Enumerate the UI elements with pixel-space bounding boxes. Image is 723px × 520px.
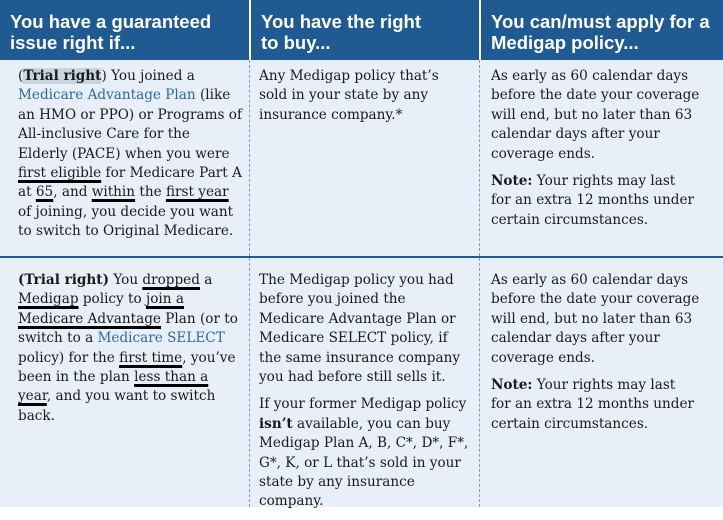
header-col-apply: You can/must apply for a Medigap policy...: [491, 11, 710, 53]
header-col-guaranteed-issue: You have a guaranteed issue right if...: [10, 11, 212, 53]
row2-condition-cell: (Trial right) You dropped a Medigap policy to join a Medicare Advantage Plan (or to switch to a Medicare SELECT policy) for the first time, you’ve been in the plan less than a year, and you want to switch back.: [18, 272, 238, 424]
row1-right-to-buy-cell: Any Medigap policy that’s sold in your state by any insurance company.*: [259, 68, 439, 123]
header-col-right-to-buy: You have the right to buy...: [261, 11, 422, 53]
medicare-advantage-link[interactable]: Medicare Advantage Plan: [18, 87, 196, 104]
row1-apply-cell: As early as 60 calendar days before the date your coverage will end, but no later than 63 calendar days after your coverage ends. Note: Your rights may last for an extra 12 months under certain circumstances.: [491, 68, 700, 228]
table-header: [0, 0, 723, 60]
row1-condition-cell: (Trial right) You joined a Medicare Advantage Plan (like an HMO or PPO) or Programs of All-inclusive Care for the Elderly (PACE) when you were first eligible for Medicare Part A at 65, and within the first year of joining, you decide you want to switch to Original Medicare.: [18, 68, 243, 240]
row2-apply-cell: As early as 60 calendar days before the date your coverage will end, but no later than 63 calendar days after your coverage ends. Note: Your rights may last for an extra 12 months under certain circumstances.: [491, 272, 700, 432]
medicare-select-link[interactable]: Medicare SELECT: [97, 330, 225, 347]
row2-right-to-buy-cell: The Medigap policy you had before you joined the Medicare Advantage Plan or Medicare SELECT policy, if the same insurance company you had before still sells it. If your former Medigap policy isn’t available, you can buy Medigap Plan A, B, C*, D*, F*, G*, K, or L that’s sold in your state by any insurance company.: [259, 272, 469, 510]
